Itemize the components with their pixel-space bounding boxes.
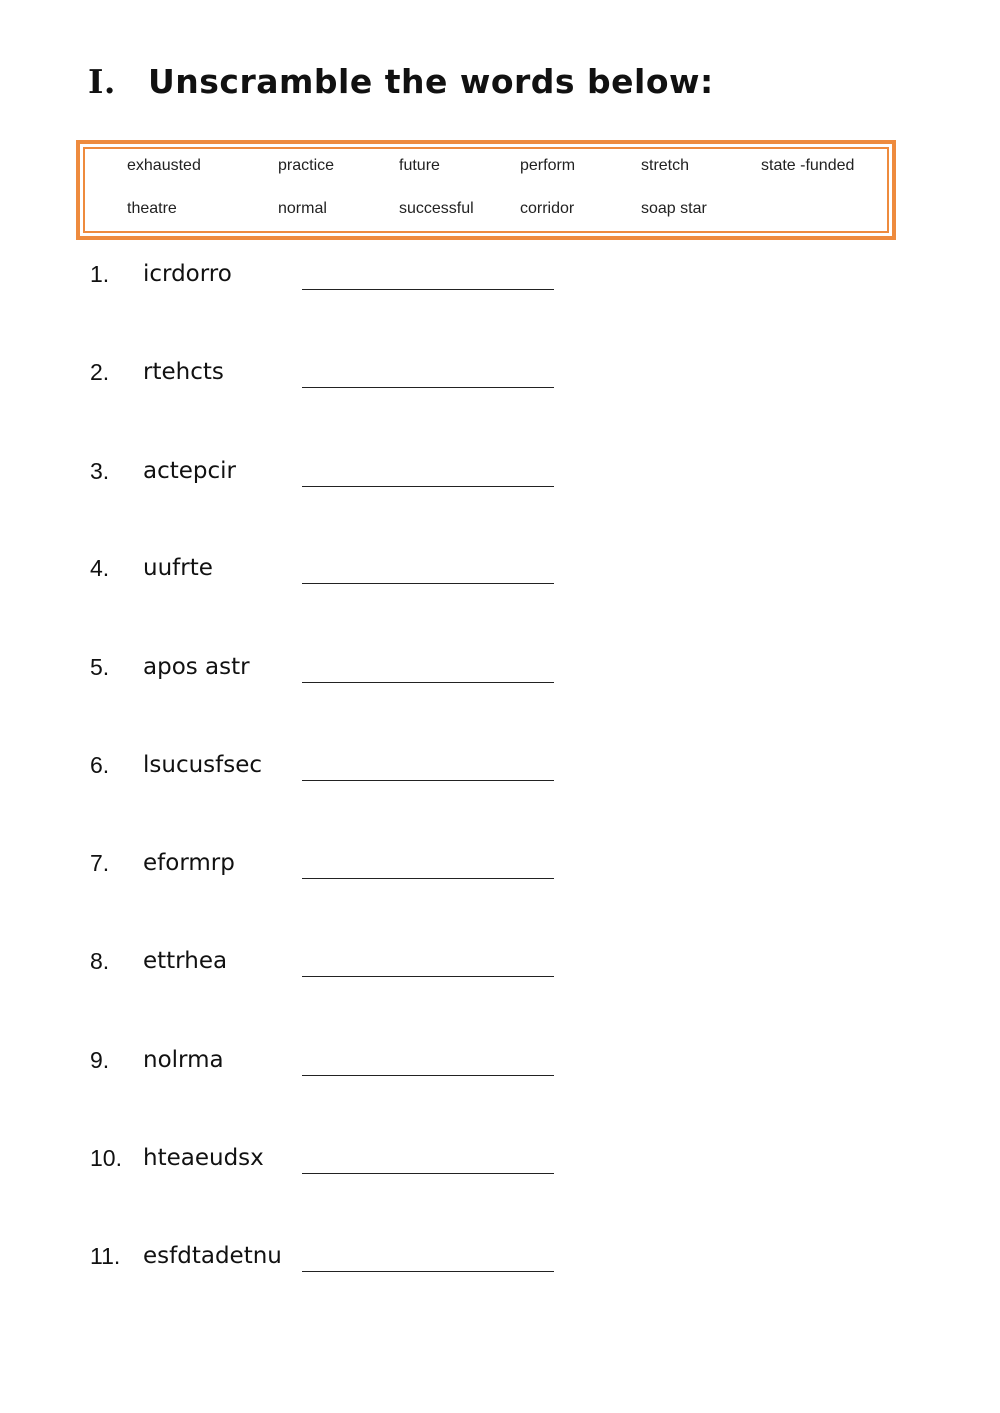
section-numeral: I. (88, 62, 116, 101)
scrambled-word: apos astr (143, 654, 250, 680)
item-number: 8. (90, 948, 110, 974)
word-bank-item: stretch (641, 157, 690, 174)
item-number: 1. (90, 261, 110, 287)
exercise-item (90, 1243, 570, 1279)
answer-line[interactable] (302, 289, 554, 290)
item-number: 9. (90, 1047, 110, 1073)
scrambled-word: nolrma (143, 1047, 224, 1073)
word-bank (76, 140, 896, 240)
item-number: 3. (90, 458, 110, 484)
word-bank-item: practice (278, 157, 335, 174)
exercise-item (90, 261, 570, 297)
scrambled-word: rtehcts (143, 359, 224, 385)
scrambled-word: ettrhea (143, 948, 228, 974)
answer-line[interactable] (302, 1075, 554, 1076)
word-bank-item: theatre (127, 200, 177, 217)
exercise-item (90, 555, 570, 591)
exercise-item (90, 458, 570, 494)
scrambled-word: esfdtadetnu (143, 1243, 282, 1269)
answer-line[interactable] (302, 1271, 554, 1272)
answer-line[interactable] (302, 486, 554, 487)
word-bank-item: corridor (520, 200, 575, 217)
answer-line[interactable] (302, 682, 554, 683)
scrambled-word: eformrp (143, 850, 235, 876)
item-number: 4. (90, 555, 110, 581)
scrambled-word: actepcir (143, 458, 236, 484)
word-bank-item: exhausted (127, 157, 201, 174)
exercise-item (90, 1145, 570, 1181)
item-number: 10. (90, 1145, 122, 1171)
item-number: 7. (90, 850, 110, 876)
item-number: 11. (90, 1243, 121, 1269)
answer-line[interactable] (302, 387, 554, 388)
page-title (88, 62, 714, 101)
scrambled-word: uufrte (143, 555, 213, 581)
word-bank-item: successful (399, 200, 474, 217)
answer-line[interactable] (302, 878, 554, 879)
word-bank-item: perform (520, 157, 576, 174)
scrambled-word: hteaeudsx (143, 1145, 264, 1171)
exercise-item (90, 654, 570, 690)
exercise-item (90, 1047, 570, 1083)
item-number: 2. (90, 359, 110, 385)
exercise-item (90, 359, 570, 395)
item-number: 5. (90, 654, 110, 680)
answer-line[interactable] (302, 976, 554, 977)
word-bank-item: future (399, 157, 440, 174)
answer-line[interactable] (302, 1173, 554, 1174)
scrambled-word: icrdorro (143, 261, 232, 287)
answer-line[interactable] (302, 780, 554, 781)
word-bank-item: normal (278, 200, 327, 217)
scrambled-word: lsucusfsec (143, 752, 263, 778)
exercise-item (90, 948, 570, 984)
answer-line[interactable] (302, 583, 554, 584)
exercise-item (90, 752, 570, 788)
exercise-item (90, 850, 570, 886)
word-bank-item: state -funded (761, 157, 855, 174)
word-bank-item: soap star (641, 200, 707, 217)
item-number: 6. (90, 752, 110, 778)
section-title-text: Unscramble the words below: (148, 62, 714, 101)
